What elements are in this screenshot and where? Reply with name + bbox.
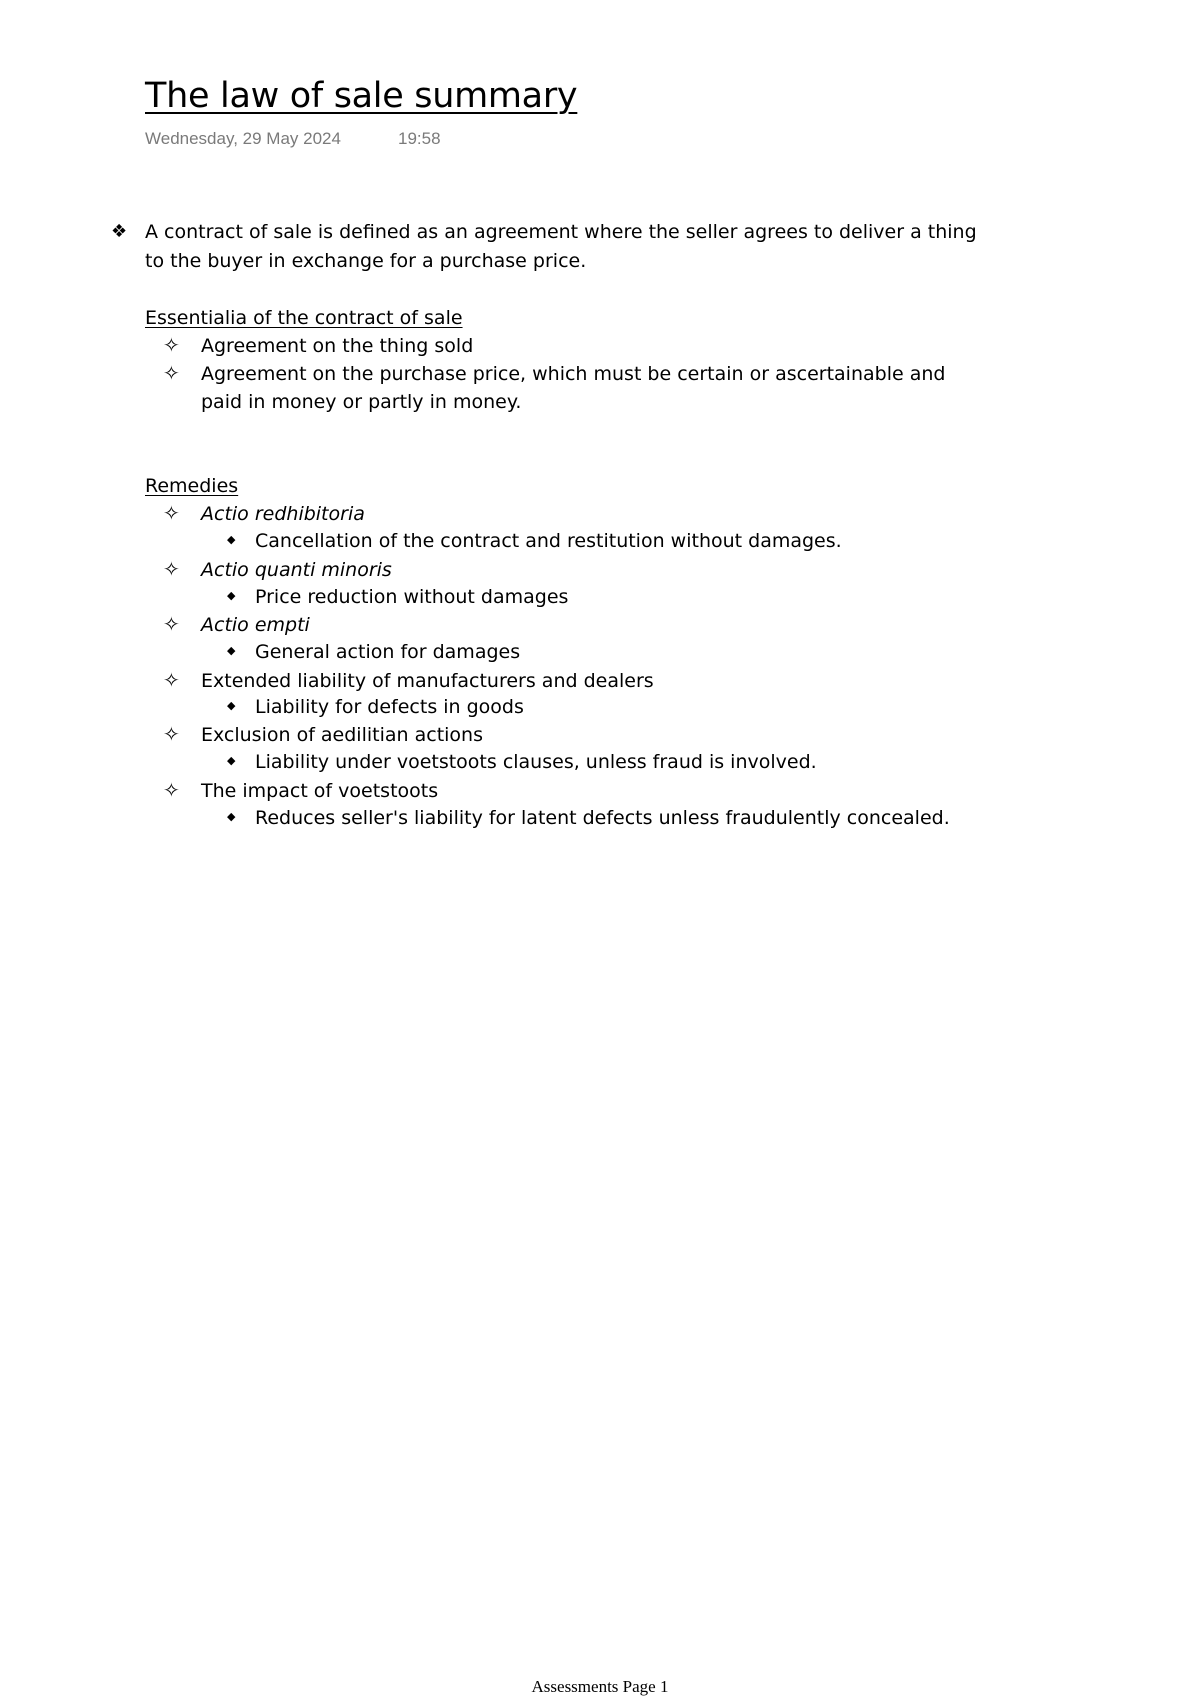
remedy-3-sub-bullet-icon: ◆ — [227, 644, 236, 657]
intro-line-1: A contract of sale is defined as an agreement where the seller agrees to deliver a thing — [145, 221, 977, 243]
remedy-3-title: Actio empti — [201, 614, 310, 636]
remedy-5-sub-bullet-icon: ◆ — [227, 754, 236, 767]
essentialia-item-1-bullet-icon: ✧ — [163, 333, 180, 357]
remedy-4-sub-bullet-icon: ◆ — [227, 699, 236, 712]
remedy-1-sub-bullet-icon: ◆ — [227, 533, 236, 546]
remedy-2-detail: Price reduction without damages — [255, 586, 569, 608]
remedy-6-title: The impact of voetstoots — [201, 780, 439, 802]
remedy-6-detail: Reduces seller's liability for latent defects unless fraudulently concealed. — [255, 807, 950, 829]
essentialia-item-2-line-1: Agreement on the purchase price, which must be certain or ascertainable and — [201, 363, 946, 385]
remedy-6-bullet-icon: ✧ — [163, 778, 180, 802]
remedy-1-title: Actio redhibitoria — [201, 503, 365, 525]
remedy-2-sub-bullet-icon: ◆ — [227, 589, 236, 602]
remedy-4-title: Extended liability of manufacturers and dealers — [201, 670, 654, 692]
page-footer: Assessments Page 1 — [531, 1677, 669, 1696]
remedies-heading: Remedies — [145, 475, 239, 497]
intro-bullet-icon: ❖ — [111, 221, 128, 242]
remedy-1-detail: Cancellation of the contract and restitution without damages. — [255, 530, 842, 552]
note-time: 19:58 — [398, 129, 441, 148]
remedy-2-title: Actio quanti minoris — [201, 559, 392, 581]
intro-line-2: to the buyer in exchange for a purchase price. — [145, 250, 587, 272]
remedy-5-bullet-icon: ✧ — [163, 722, 180, 746]
remedy-4-detail: Liability for defects in goods — [255, 696, 524, 718]
essentialia-heading: Essentialia of the contract of sale — [145, 307, 463, 329]
essentialia-item-1: Agreement on the thing sold — [201, 335, 474, 357]
page-title: The law of sale summary — [145, 76, 578, 116]
note-date: Wednesday, 29 May 2024 — [145, 129, 341, 148]
remedy-3-detail: General action for damages — [255, 641, 521, 663]
remedy-5-title: Exclusion of aedilitian actions — [201, 724, 483, 746]
remedy-3-bullet-icon: ✧ — [163, 612, 180, 636]
remedy-5-detail: Liability under voetstoots clauses, unless fraud is involved. — [255, 751, 817, 773]
remedy-6-sub-bullet-icon: ◆ — [227, 810, 236, 823]
essentialia-item-2-bullet-icon: ✧ — [163, 361, 180, 385]
remedy-4-bullet-icon: ✧ — [163, 668, 180, 692]
essentialia-item-2-line-2: paid in money or partly in money. — [201, 391, 522, 413]
remedy-2-bullet-icon: ✧ — [163, 557, 180, 581]
remedy-1-bullet-icon: ✧ — [163, 501, 180, 525]
